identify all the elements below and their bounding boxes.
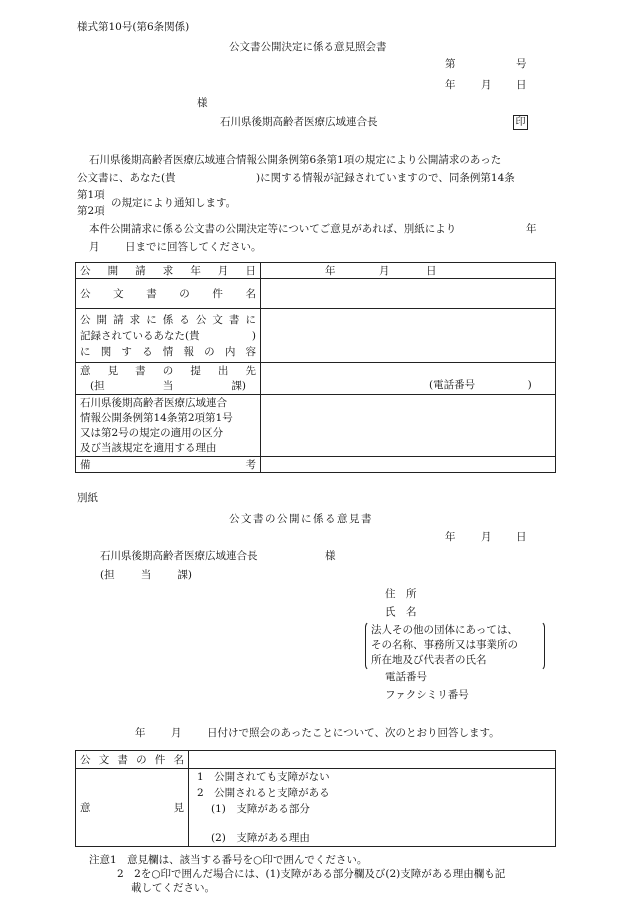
reply-year: 年: [135, 727, 146, 739]
table-row: [76, 457, 556, 473]
table-row: [76, 363, 556, 395]
remarks-value[interactable]: [261, 457, 556, 473]
form-id: 様式第10号(第6条関係): [77, 21, 190, 33]
corp-note-3: 所在地及び代表者の氏名: [371, 654, 487, 666]
table-row: [76, 395, 556, 457]
table-row: [76, 769, 556, 847]
t2-subject-value[interactable]: [189, 751, 556, 769]
body-line-3: の規定により通知します。: [111, 197, 237, 209]
body-line-4: 本件公開請求に係る公文書の公開決定等についてご意見があれば、別紙により: [89, 223, 457, 235]
annex-title: 公文書の公開に係る意見書: [229, 513, 373, 525]
number-dai: 第: [445, 58, 456, 70]
body-line-4-year: 年: [526, 223, 537, 235]
document-subject-value[interactable]: [261, 279, 556, 309]
info-label-l3: に 関 す る 情 報 の 内 容: [80, 345, 256, 358]
body-line-5: 日までに回答してください。: [125, 241, 262, 253]
info-label-l2: 記録されているあなた(貴 ): [80, 329, 256, 342]
request-date-day: 日: [426, 265, 437, 277]
clause-2: 第2項: [77, 205, 105, 217]
annex-name-label: 氏 名: [385, 606, 417, 618]
option-1[interactable]: 1 公開されても支障がない: [197, 771, 330, 783]
reply-month: 月: [171, 727, 182, 739]
opinion-label: [80, 800, 184, 815]
annex-to: 石川県後期高齢者医療広域連合長: [100, 550, 258, 562]
addressee-sama: 様: [197, 97, 208, 109]
annex-date-day: 日: [516, 531, 527, 543]
reply-text: 日付けで照会のあったことについて、次のとおり回答します。: [207, 727, 500, 739]
body-line-2b: )に関する情報が記録されていますので、同条例第14条: [256, 172, 515, 184]
submit-to-label: 意 見 書 の 提 出 先: [80, 364, 256, 377]
option-2-1: (1) 支障がある部分: [211, 803, 310, 815]
corp-note-2: その名称、事務所又は事業所の: [371, 639, 518, 651]
remarks-label: 備 考: [80, 459, 256, 471]
number-go: 号: [516, 58, 527, 70]
body-line-5-month: 月: [89, 241, 100, 253]
corp-note-1: 法人その他の団体にあっては、: [371, 624, 518, 636]
submit-dept-label: (担 当 課): [90, 379, 246, 392]
request-date-label: 公 開 請 求 年 月 日: [80, 265, 256, 277]
note-1: 注意1 意見欄は、該当する番号を○印で囲んでください。: [89, 854, 368, 866]
date-month: 月: [481, 79, 492, 91]
note-2b: 載してください。: [131, 882, 215, 894]
t2-subject-label: 公 文 書 の 件 名: [80, 754, 184, 766]
reason-label-l1: 石川県後期高齢者医療広域連合: [80, 396, 227, 409]
reason-value[interactable]: [261, 395, 556, 457]
option-2-2: (2) 支障がある理由: [211, 832, 310, 844]
notice-table: [75, 262, 556, 473]
annex-dept: (担 当 課): [100, 569, 192, 581]
reason-label-l2: 情報公開条例第14条第2項第1号: [80, 411, 233, 424]
reason-label-l4: 及び当該規定を適用する理由: [80, 441, 217, 454]
table-row: [76, 279, 556, 309]
sender-name: 石川県後期高齢者医療広域連合長: [220, 116, 378, 128]
body-line-2a: 公文書に、あなた(貴: [77, 172, 176, 184]
option-2[interactable]: 2 公開されると支障がある: [197, 787, 330, 799]
annex-address-label: 住 所: [385, 588, 417, 600]
table-row: [76, 263, 556, 279]
request-date-year: 年: [325, 265, 336, 277]
info-content-value[interactable]: [261, 309, 556, 363]
reason-label-l3: 又は第2号の規定の適用の区分: [80, 426, 224, 439]
annex-fax-label: ファクシミリ番号: [385, 689, 469, 701]
note-2a: 2 2を○印で囲んだ場合には、(1)支障がある部分欄及び(2)支障がある理由欄も記: [117, 868, 506, 880]
annex-to-sama: 様: [325, 550, 336, 562]
request-date-month: 月: [379, 265, 390, 277]
opinion-table: [75, 750, 556, 847]
clause-1: 第1項: [77, 189, 105, 201]
opinion-label-a: 意: [80, 802, 91, 814]
document-subject-label: 公 文 書 の 件 名: [80, 288, 256, 300]
table-row: [76, 751, 556, 769]
opinion-label-b: 見: [173, 802, 184, 814]
date-year: 年: [445, 79, 456, 91]
document-title: 公文書公開決定に係る意見照会書: [229, 41, 387, 53]
submit-phone: (電話番号 ): [429, 379, 532, 391]
body-line-1: 石川県後期高齢者医療広域連合情報公開条例第6条第1項の規定により公開請求のあった: [89, 154, 502, 166]
table-row: [76, 309, 556, 363]
annex-date-month: 月: [481, 531, 492, 543]
annex-date-year: 年: [445, 531, 456, 543]
annex-label: 別紙: [77, 492, 98, 504]
date-day: 日: [516, 79, 527, 91]
info-label-l1: 公 開 請 求 に 係 る 公 文 書 に: [80, 313, 256, 326]
seal-stamp: 印: [513, 115, 528, 130]
annex-phone-label: 電話番号: [385, 671, 427, 683]
